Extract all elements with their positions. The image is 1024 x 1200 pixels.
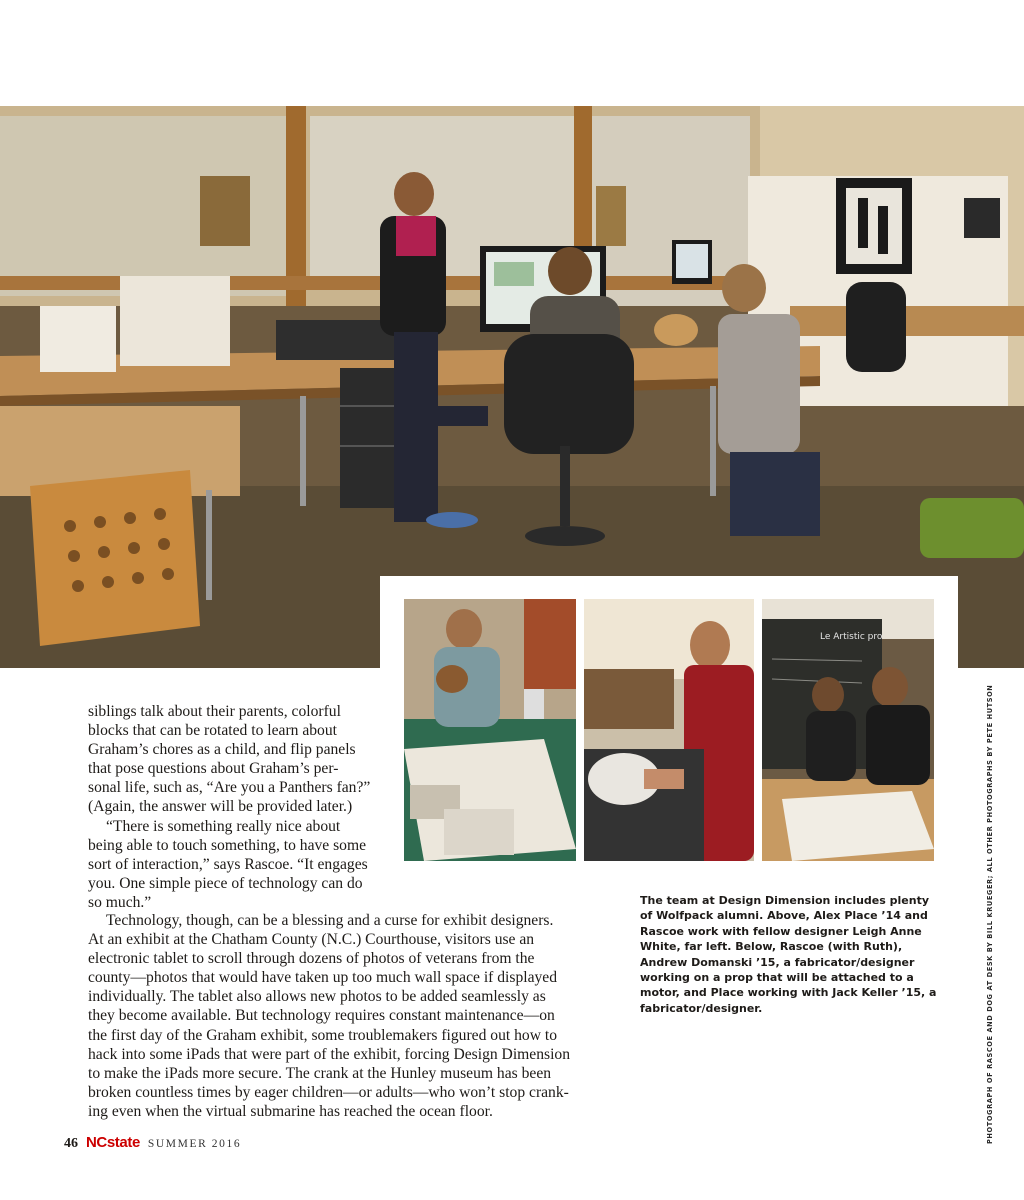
designers-at-table-photo-icon: [762, 599, 934, 861]
fabricator-working-photo-icon: [584, 599, 754, 861]
article-line: county—photos that would have taken up too much wall space if displayed: [88, 969, 558, 987]
article-line: the first day of the Graham exhibit, some troublemakers figured out how to: [88, 1026, 557, 1044]
article-line: they become available. But technology requires constant maintenance—on: [88, 1007, 555, 1025]
page-folio: [64, 1134, 241, 1152]
article-line: sonal life, such as, “Are you a Panthers fan?”: [88, 779, 371, 797]
photo-caption: The team at Design Dimension includes plenty of Wolfpack alumni. Above, Alex Place ’14 and Rascoe work with fellow designer Leigh Anne White, far left. Below, Rascoe (with Ruth), Andrew Domanski ’15, a fabricator/designer working on a prop that will be attached to a motor, and Place working with Jack Keller ’15, a fabricator/designer.: [640, 894, 937, 1015]
article-line: Technology, though, can be a blessing and a curse for exhibit designers.: [106, 912, 554, 929]
article-line: At an exhibit at the Chatham County (N.C.) Courthouse, visitors use an: [88, 931, 535, 949]
article-line: Graham’s chores as a child, and flip panels: [88, 741, 356, 759]
inset-photo-center: [584, 599, 754, 861]
page-number: 46: [64, 1136, 78, 1151]
chalkboard-text: Le Artistic pro: [820, 632, 883, 642]
article-line: electronic tablet to scroll through dozens of photos of veterans from the: [88, 950, 535, 968]
issue-label: SUMMER 2016: [147, 1138, 242, 1150]
designer-with-dog-photo-icon: [404, 599, 576, 861]
article-line: so much.”: [88, 893, 152, 911]
article-line: individually. The tablet also allows new photos to be added seamlessly as: [88, 988, 546, 1006]
inset-photo-left: [404, 599, 576, 861]
article-line: being able to touch something, to have some: [88, 836, 367, 854]
article-line: “There is something really nice about: [106, 817, 341, 835]
photo-credit: PHOTOGRAPH OF RASCOE AND DOG AT DESK BY BILL KRUEGER; ALL OTHER PHOTOGRAPHS BY PETE HUTSON: [986, 684, 994, 1144]
article-line: that pose questions about Graham’s per-: [88, 760, 339, 778]
publication-logo: NCstate: [86, 1134, 140, 1151]
article-line: sort of interaction,” says Rascoe. “It engages: [88, 855, 368, 873]
article-text-wide: [88, 911, 600, 1121]
article-line: ing even when the virtual submarine has reached the ocean floor.: [88, 1102, 493, 1120]
inset-photo-right: [762, 599, 934, 861]
article-line: broken countless times by eager children—or adults—who won’t stop crank-: [88, 1083, 569, 1101]
article-line: hack into some iPads that were part of the exhibit, forcing Design Dimension: [88, 1045, 570, 1063]
article-line: you. One simple piece of technology can do: [88, 874, 363, 892]
article-line: to make the iPads more secure. The crank at the Hunley museum has been: [88, 1064, 552, 1082]
article-line: blocks that can be rotated to learn about: [88, 722, 337, 740]
article-line: siblings talk about their parents, colorful: [88, 703, 341, 720]
article-line: (Again, the answer will be provided later.): [88, 798, 353, 816]
article-text-narrow: [88, 702, 388, 912]
